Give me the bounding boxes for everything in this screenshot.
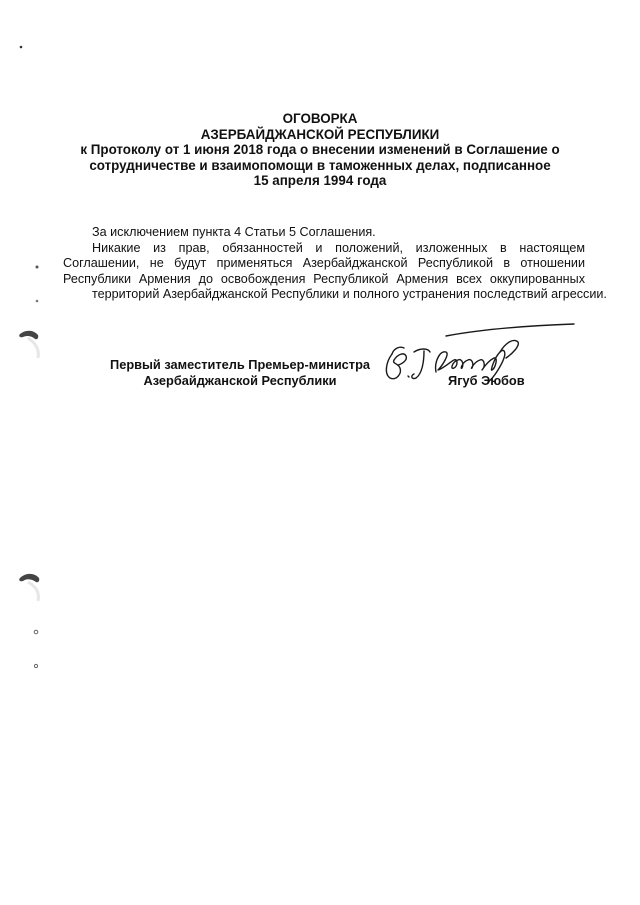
paragraph-reservation [63,240,607,303]
signatory-position-line-1: Первый заместитель Премьер-министра [110,357,370,372]
punch-hole-shadow-upper [14,326,44,360]
header-line-date: 15 апреля 1994 года [253,173,387,188]
signatory-position-line-2: Азербайджанской Республики [143,373,337,388]
reservation-line-1: Никакие из прав, обязанностей и положений, изложенных в настоящем [92,240,585,255]
scan-speck-left-2 [33,297,41,305]
scan-speck-left-3 [32,628,40,636]
scan-speck-left-1 [33,263,41,271]
header-line-protocol: к Протоколу от 1 июня 2018 года о внесении изменений в Соглашение о [80,142,560,157]
reservation-line-4: территорий Азербайджанской Республики и полного устранения последствий агрессии. [92,287,607,302]
scan-speck-left-4 [32,662,40,670]
document-body [63,225,607,303]
header-line-agreement: сотрудничестве и взаимопомощи в таможенных делах, подписанное [89,157,551,173]
paragraph-exception: За исключением пункта 4 Статьи 5 Соглашения. [92,225,376,239]
punch-hole-shadow-lower [14,568,44,602]
scan-speck-top [18,44,24,50]
document-header [60,111,580,189]
signatory-position [106,357,374,389]
document-title: ОГОВОРКА [282,111,358,126]
signatory-name: Ягуб Эюбов [448,373,525,388]
reservation-line-3: Республики Армения до освобождения Республикой Армения всех оккупированных [63,271,585,286]
reservation-line-2: Соглашении, не будут применяться Азербайджанской Республикой в отношении [63,256,585,271]
document-subtitle: АЗЕРБАЙДЖАНСКОЙ РЕСПУБЛИКИ [200,126,440,142]
